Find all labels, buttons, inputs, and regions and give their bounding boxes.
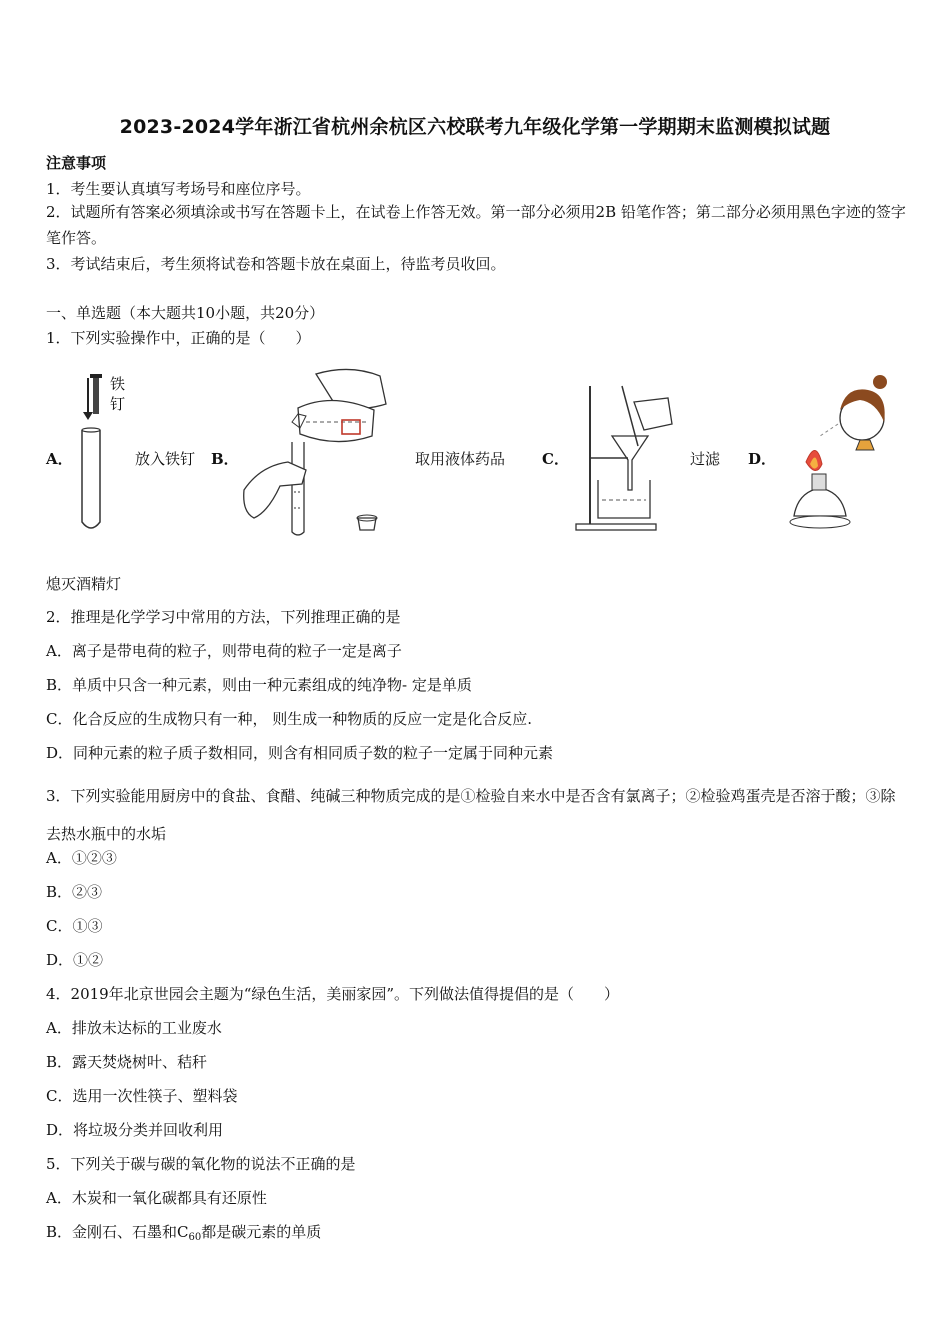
blow-out-lamp-figure [776, 366, 896, 532]
nail-label: 铁钉 [110, 375, 126, 413]
q4-option-b: B．露天焚烧树叶、秸秆 [46, 1053, 208, 1071]
q4-option-a: A．排放未达标的工业废水 [46, 1019, 222, 1037]
notice-item-2: 2．试题所有答案必须填涂或书写在答题卡上，在试卷上作答无效。第一部分必须用2B 铅笔作答；第二部分必须用黑色字迹的签字笔作答。 [46, 203, 906, 247]
q2-option-b: B．单质中只含一种元素，则由一种元素组成的纯净物- 定是单质 [46, 676, 472, 694]
q4-option-c: C．选用一次性筷子、塑料袋 [46, 1087, 238, 1105]
q1-option-b-caption: 取用液体药品 [415, 450, 506, 468]
q2-option-a: A．离子是带电荷的粒子，则带电荷的粒子一定是离子 [46, 642, 402, 660]
q1-option-d-label: D． [748, 450, 777, 468]
q3-option-b: B．②③ [46, 883, 103, 901]
section-heading: 一、单选题（本大题共10小题，共20分） [46, 304, 325, 322]
notice-item-3: 3．考试结束后，考生须将试卷和答题卡放在桌面上，待监考员收回。 [46, 255, 506, 273]
q1-option-d-caption: 熄灭酒精灯 [46, 575, 122, 593]
q2-option-c: C．化合反应的生成物只有一种， 则生成一种物质的反应一定是化合反应. [46, 710, 533, 728]
q5-option-b-prefix: B．金刚石、石墨和 [46, 1223, 178, 1241]
q5-option-b-suffix: 都是碳元素的单质 [201, 1223, 322, 1241]
filtration-figure [572, 380, 682, 534]
c60-formula [177, 1223, 201, 1241]
q5-option-b [46, 1221, 321, 1243]
q1-option-a-label: A． [46, 450, 73, 468]
notice-heading: 注意事项 [46, 154, 107, 172]
c60-symbol: C [177, 1223, 189, 1241]
q1-option-c-caption: 过滤 [690, 450, 721, 468]
q2-option-d: D．同种元素的粒子质子数相同，则含有相同质子数的粒子一定属于同种元素 [46, 744, 554, 762]
q3-stem: 3．下列实验能用厨房中的食盐、食醋、纯碱三种物质完成的是①检验自来水中是否含有氯离子；②检验鸡蛋壳是否溶于酸；③除去热水瓶中的水垢 [46, 787, 896, 843]
notice-item-1: 1．考生要认真填写考场号和座位序号。 [46, 180, 311, 198]
q1-stem: 1．下列实验操作中，正确的是（ ） [46, 329, 311, 347]
q1-option-a-caption: 放入铁钉 [135, 450, 196, 468]
q3-option-a: A．①②③ [46, 849, 117, 867]
q4-option-d: D．将垃圾分类并回收利用 [46, 1121, 224, 1139]
q4-stem: 4．2019年北京世园会主题为“绿色生活，美丽家园”。下列做法值得提倡的是（ ） [46, 985, 620, 1003]
q3-option-c: C．①③ [46, 917, 103, 935]
q5-option-a: A．木炭和一氧化碳都具有还原性 [46, 1189, 267, 1207]
q3-option-d: D．①② [46, 951, 104, 969]
pour-liquid-figure [240, 362, 390, 538]
c60-subscript: 60 [188, 1232, 202, 1243]
q1-option-b-label: B． [211, 450, 239, 468]
q5-stem: 5．下列关于碳与碳的氧化物的说法不正确的是 [46, 1155, 356, 1173]
q1-option-c-label: C． [542, 450, 569, 468]
page-title: 2023-2024学年浙江省杭州余杭区六校联考九年级化学第一学期期末监测模拟试题 [119, 116, 831, 138]
q2-stem: 2．推理是化学学习中常用的方法，下列推理正确的是 [46, 608, 401, 626]
